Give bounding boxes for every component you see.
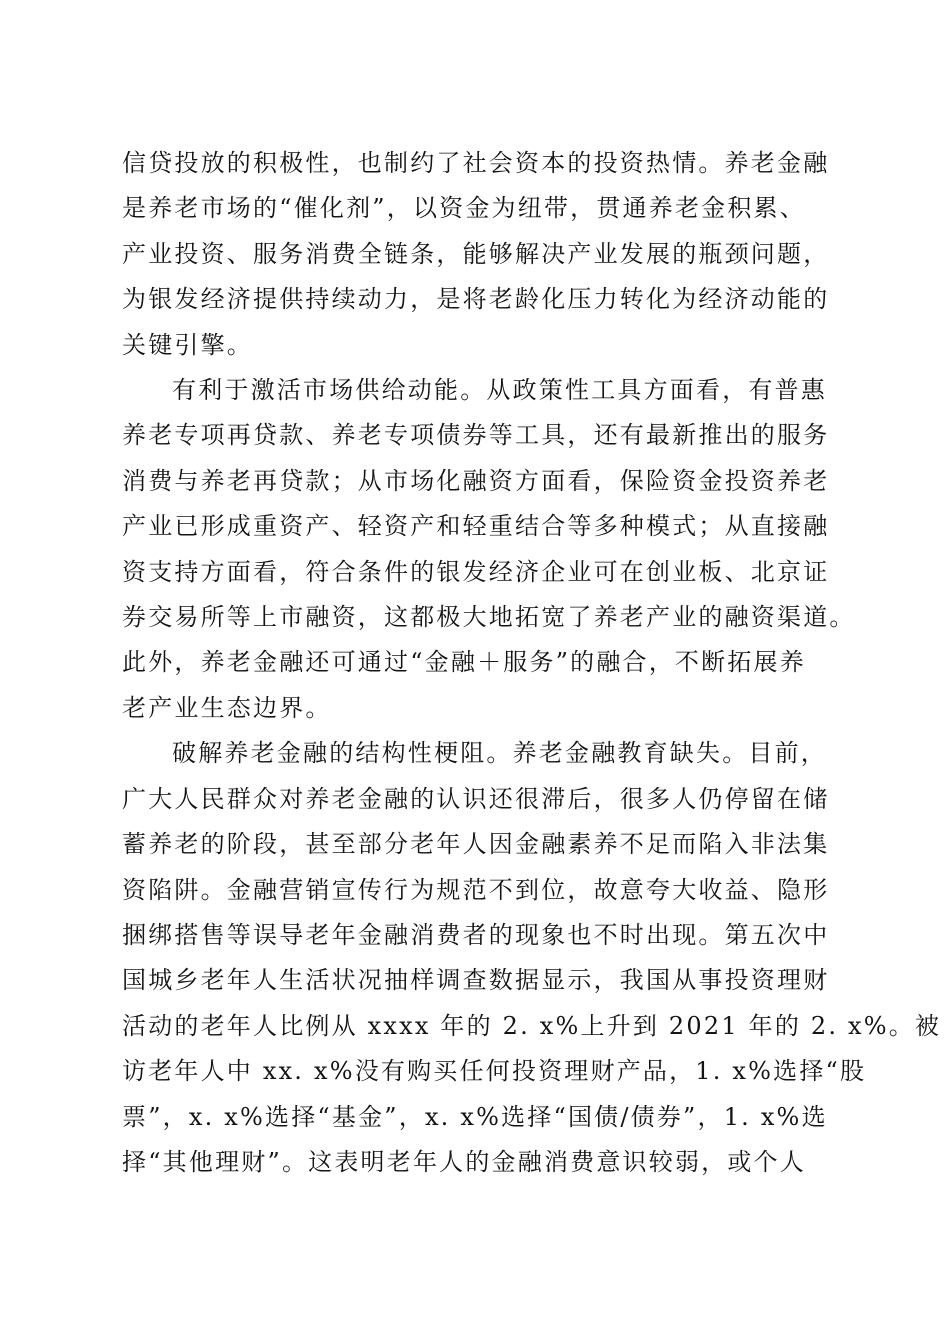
paragraph-1-line-3: 产业投资、服务消费全链条，能够解决产业发展的瓶颈问题， — [122, 239, 830, 268]
paragraph-3-line-4: 资陷阱。金融营销宣传行为规范不到位，故意夸大收益、隐形 — [122, 875, 830, 904]
paragraph-2-line-8: 老产业生态边界。 — [122, 693, 332, 722]
paragraph-1 — [122, 141, 828, 368]
paragraph-2-line-6: 券交易所等上市融资，这都极大地拓宽了养老产业的融资渠道。 — [122, 603, 856, 632]
paragraph-2-line-5: 资支持方面看，符合条件的银发经济企业可在创业板、北京证 — [122, 557, 830, 586]
paragraph-3-line-2: 广大人民群众对养老金融的认识还很滞后，很多人仍停留在储 — [122, 784, 830, 813]
paragraph-3 — [122, 731, 942, 1185]
paragraph-3-line-3: 蓄养老的阶段，甚至部分老年人因金融素养不足而陷入非法集 — [122, 830, 830, 859]
paragraph-2-line-2: 养老专项再贷款、养老专项债券等工具，还有最新推出的服务 — [122, 421, 830, 450]
paragraph-3-line-7: 活动的老年人比例从 xxxx 年的 2. x%上升到 2021 年的 2. x%。被 — [122, 1011, 942, 1040]
paragraph-3-line-6: 国城乡老年人生活状况抽样调查数据显示，我国从事投资理财 — [122, 966, 830, 995]
paragraph-3-line-9: 票”，x. x%选择“基金”，x. x%选择“国债/债券”，1. x%选 — [122, 1102, 828, 1131]
paragraph-2-line-1: 有利于激活市场供给动能。从政策性工具方面看，有普惠 — [172, 376, 827, 405]
paragraph-1-line-4: 为银发经济提供持续动力，是将老龄化压力转化为经济动能的 — [122, 285, 830, 314]
paragraph-3-line-5: 捆绑搭售等误导老年金融消费者的现象也不时出现。第五次中 — [122, 920, 830, 949]
paragraph-3-line-8: 访老年人中 xx. x%没有购买任何投资理财产品，1. x%选择“股 — [122, 1057, 867, 1086]
paragraph-2-line-7: 此外，养老金融还可通过“金融＋服务”的融合，不断拓展养 — [122, 648, 806, 677]
paragraph-1-line-5: 关键引擎。 — [122, 330, 253, 359]
paragraph-3-line-1: 破解养老金融的结构性梗阻。养老金融教育缺失。目前， — [172, 739, 827, 768]
paragraph-2 — [122, 368, 856, 731]
paragraph-1-line-2: 是养老市场的“催化剂”，以资金为纽带，贯通养老金积累、 — [122, 194, 806, 223]
paragraph-1-line-1: 信贷投放的积极性，也制约了社会资本的投资热情。养老金融 — [122, 149, 830, 177]
paragraph-2-line-4: 产业已形成重资产、轻资产和轻重结合等多种模式；从直接融 — [122, 512, 830, 541]
paragraph-3-line-10: 择“其他理财”。这表明老年人的金融消费意识较弱，或个人 — [122, 1147, 806, 1176]
paragraph-2-line-3: 消费与养老再贷款；从市场化融资方面看，保险资金投资养老 — [122, 466, 830, 495]
document-page — [122, 141, 942, 1185]
